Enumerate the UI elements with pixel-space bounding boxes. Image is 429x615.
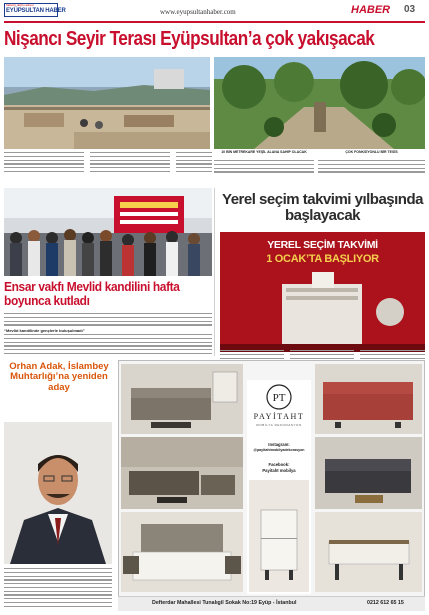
ad-phone[interactable]: 0212 612 65 15 (367, 600, 404, 606)
ad-living-room-photo (121, 364, 243, 434)
logo-text: EYÜPSULTAN HABER (6, 8, 66, 14)
site-url[interactable]: www.eyupsultanhaber.com (160, 8, 236, 16)
logo-tagline: haberin doğru adresi (6, 3, 34, 7)
mevlid-body-lines (4, 334, 212, 357)
main-story-col-1 (4, 152, 84, 175)
terrace-photo-right (214, 57, 425, 149)
election-banner-line-1: YEREL SEÇİM TAKVİMİ (267, 239, 378, 251)
terrace-photo-left (4, 57, 210, 149)
svg-text:PT: PT (272, 392, 286, 404)
column-divider (214, 188, 215, 356)
payitaht-logo-icon (263, 384, 295, 410)
ad-lounge-photo (121, 437, 243, 509)
ad-brand-subtitle: MOBİLYA DEKORASYON (256, 423, 302, 427)
main-story-col-3 (176, 152, 212, 175)
ad-instagram-label: Instagram: (268, 442, 290, 447)
ad-cabinet-photo (249, 480, 309, 592)
ad-brand-name: PAYİTAHT (253, 412, 305, 421)
candidate-headline-text: Orhan Adak, İslambey Muhtarlığı’na yeniden aday (9, 361, 109, 393)
election-headline: Yerel seçim takvimi yılbaşında başlayacak (222, 191, 423, 224)
page-number: 03 (404, 4, 416, 15)
section-label: HABER (351, 4, 391, 16)
ad-sofa-photo (315, 364, 422, 434)
ad-instagram-handle[interactable]: @payitahtmobilyadekorasyon (253, 448, 305, 452)
ad-dining-photo (315, 512, 422, 592)
main-story-col-5 (318, 160, 425, 175)
mevlid-crowd-photo (4, 188, 212, 276)
ad-bedroom-photo (121, 512, 243, 592)
ad-facebook-label: Facebook: (268, 462, 290, 467)
mevlid-subhead: “Mevlid kandilinde gençlerle buluşulmadı” (4, 328, 85, 333)
candidate-headline (4, 362, 114, 393)
election-banner-line-2: 1 OCAK’TA BAŞLIYOR (266, 253, 379, 265)
candidate-portrait (4, 422, 112, 564)
candidate-body-lines (4, 568, 112, 610)
caption-green-area: 10 BİN METREKARE YEŞİL ALANA SAHİP OLACAK (221, 150, 307, 154)
caption-multi-function: ÇOK FONKSİYONLU BİR TESİS (345, 150, 398, 154)
header-divider (4, 21, 425, 23)
ad-armchair-photo (315, 437, 422, 509)
mevlid-intro-lines (4, 313, 212, 328)
main-headline: Nişancı Seyir Terası Eyüpsultan’a çok yakışacak (4, 28, 375, 50)
mevlid-headline: Ensar vakfı Mevlid kandilini hafta boyunca kutladı (4, 279, 180, 308)
ad-address: Defterdar Mahallesi Tunalıgil Sokak No:19 Eyüp - İstanbul (152, 600, 297, 606)
main-story-col-4 (214, 160, 314, 175)
ad-facebook-handle[interactable]: Payitaht mobilya (262, 468, 296, 473)
main-story-col-2 (90, 152, 170, 175)
